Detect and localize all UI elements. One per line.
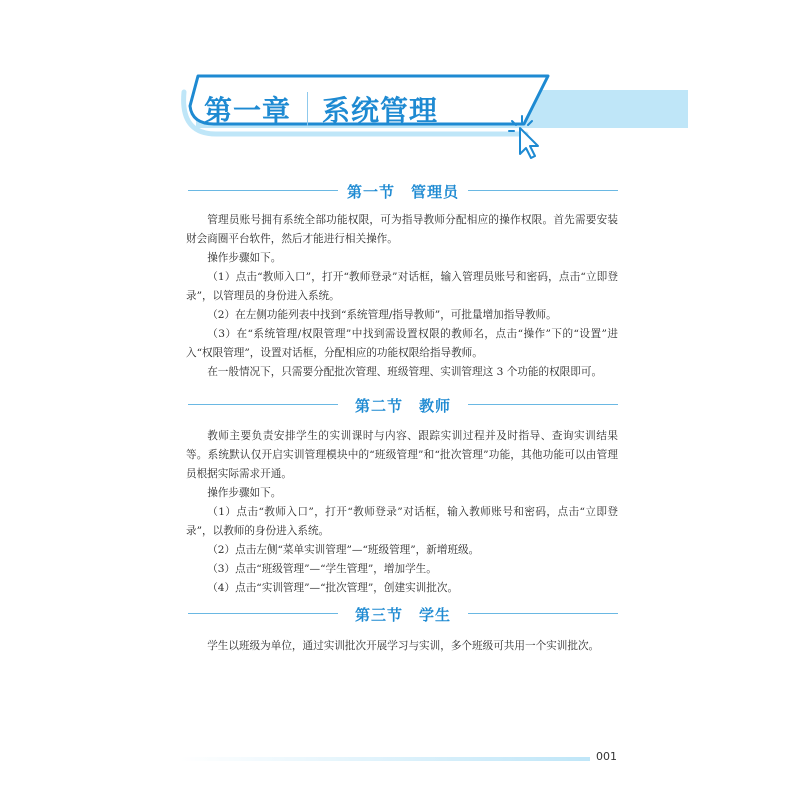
paragraph: 学生以班级为单位，通过实训批次开展学习与实训，多个班级可共用一个实训批次。 — [207, 640, 600, 652]
section-title: 第二节 教师 — [354, 397, 451, 415]
heading-rule-right — [468, 613, 618, 614]
chapter-number: 第一章 — [204, 94, 292, 127]
section-title: 第三节 学生 — [354, 606, 451, 624]
paragraph: 在一般情况下，只需要分配批次管理、班级管理、实训管理这 3 个功能的权限即可。 — [207, 366, 603, 378]
page-number: 001 — [596, 750, 617, 763]
cursor-click-icon — [504, 112, 548, 160]
paragraph: （2）点击左侧“菜单实训管理”—“班级管理”，新增班级。 — [207, 544, 480, 556]
chapter-subtitle: 系统管理 — [322, 94, 439, 127]
section-body-administrator — [186, 211, 618, 382]
paragraph: （1）点击“教师入口”，打开“教师登录”对话框，输入管理员账号和密码，点击“立即登录”，以管理员的身份进入系统。 — [186, 271, 618, 302]
paragraph: 操作步骤如下。 — [207, 252, 282, 264]
paragraph: （3）在“系统管理/权限管理”中找到需设置权限的教师名，点击“操作”下的“设置”进入“权限管理”，设置对话框，分配相应的功能权限给指导教师。 — [186, 328, 618, 359]
chapter-divider — [307, 92, 308, 126]
section-body-student — [186, 637, 618, 656]
paragraph: （3）点击“班级管理”—“学生管理”，增加学生。 — [207, 563, 437, 575]
paragraph: 教师主要负责安排学生的实训课时与内容、跟踪实训过程并及时指导、查询实训结果等。系统默认仅开启实训管理模块中的“班级管理”和“批次管理”功能，其他功能可以由管理员根据实际需求开通。 — [186, 430, 618, 480]
paragraph: 操作步骤如下。 — [207, 487, 282, 499]
chapter-title — [204, 86, 438, 132]
paragraph: 管理员账号拥有系统全部功能权限，可为指导教师分配相应的操作权限。首先需要安装财会商圈平台软件，然后才能进行相关操作。 — [186, 214, 618, 245]
paragraph: （4）点击“实训管理”—“批次管理”，创建实训批次。 — [207, 582, 459, 594]
section-heading-teacher — [188, 395, 618, 415]
section-title: 第一节 管理员 — [346, 183, 459, 201]
heading-rule-right — [468, 190, 618, 191]
heading-rule-right — [468, 404, 618, 405]
section-heading-administrator — [188, 181, 618, 201]
footer-bar — [180, 757, 590, 761]
section-heading-student — [188, 604, 618, 624]
paragraph: （2）在左侧功能列表中找到“系统管理/指导教师”，可批量增加指导教师。 — [207, 309, 557, 321]
section-body-teacher — [186, 427, 618, 598]
paragraph: （1）点击“教师入口”，打开“教师登录”对话框，输入教师账号和密码，点击“立即登录”，以教师的身份进入系统。 — [186, 506, 618, 537]
